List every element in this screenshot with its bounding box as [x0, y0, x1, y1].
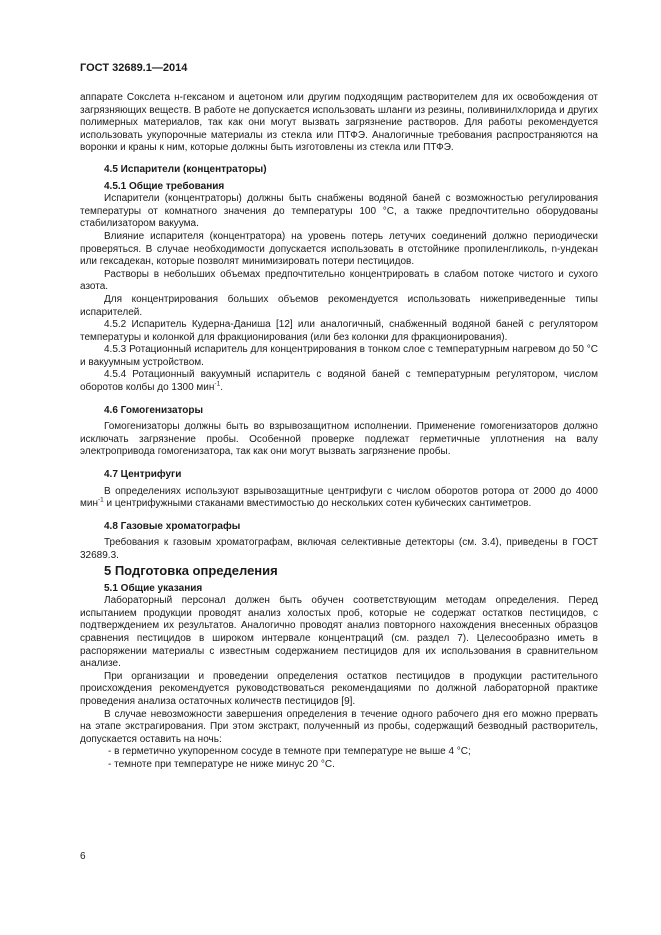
paragraph-4-5-3: 4.5.3 Ротационный испаритель для концентрирования в тонком слое с температурным нагревом до 50 °С и вакуумным устройством.: [80, 344, 598, 368]
heading-4-6: 4.6 Гомогенизаторы: [104, 404, 204, 416]
paragraph-4-5-4-end: .: [220, 382, 223, 394]
paragraph-4-5-1-a: Испарители (концентраторы) должны быть снабжены водяной баней с возможностью регулирования температуры от комнатного значения до температуры 100 °С, а также предпочтительно оборудованы стабилизатором вакуума.: [80, 193, 598, 230]
paragraph-4-5-1-c: Растворы в небольших объемах предпочтительно концентрировать в слабом потоке чистого и сухого азота.: [80, 268, 598, 293]
paragraph-5-1-a: Лабораторный персонал должен быть обучен соответствующим методам определения. Перед испытанием продукции проводят анализ холостых проб, которые не содержат остатков пестицидов, с подтверждением их результатов. Аналогично проводят анализ повторного нахождения внесенных образцов сравнения пестицидов в широком интервале концентраций (см. раздел 7). Целесообразно иметь в распоряжении материалы с известным содержанием пестицидов для их использования в сравнительном анализе.: [80, 595, 598, 670]
storage-list: [80, 746, 598, 771]
paragraph-4-5-2: 4.5.2 Испаритель Кудерна-Даниша [12] или аналогичный, снабженный водяной баней с регулятором температуры и колонкой для фракционирования (или без колонки для фракционирования).: [80, 319, 598, 343]
paragraph-4-7-text-b: и центрифужными стаканами вместимостью до нескольких сотен кубических сантиметров.: [103, 498, 532, 510]
heading-section-5: 5 Подготовка определения: [104, 562, 278, 578]
paragraph-5-1-b: При организации и проведении определения остатков пестицидов в продукции растительного происхождения рекомендуется руководствоваться рекомендациями по должной лабораторной практике проведения анализа остаточных количеств пестицидов [9].: [80, 670, 598, 707]
page-content: [80, 92, 598, 772]
paragraph-4-5-4-text: 4.5.4 Ротационный вакуумный испаритель с водяной баней с температурным регулятором, числом оборотов колбы до 1300 мин: [80, 369, 598, 394]
heading-4-8: 4.8 Газовые хроматографы: [104, 520, 241, 532]
heading-4-5: 4.5 Испарители (концентраторы): [104, 163, 267, 175]
paragraph-4-5-4-superscript: -1: [214, 380, 221, 388]
list-item: - темноте при температуре не ниже минус 20 °С.: [108, 758, 335, 770]
paragraph-5-1-c: В случае невозможности завершения определения в течение одного рабочего дня его можно прервать на этапе экстрагирования. При этом экстракт, полученный из пробы, содержащий безводный растворитель, допускается оставить на ночь:: [80, 708, 598, 745]
list-item: - в герметично укупоренном сосуде в темноте при температуре не выше 4 °С;: [108, 746, 471, 758]
paragraph-4-5-4: [80, 369, 598, 394]
heading-4-5-1: 4.5.1 Общие требования: [104, 180, 225, 192]
paragraph-4-7-text-a: В определениях используют взрывозащитные центрифуги с числом оборотов ротора от 2000 до 4000 мин: [80, 485, 598, 510]
paragraph-4-6: Гомогенизаторы должны быть во взрывозащитном исполнении. Применение гомогенизаторов должно исключать загрязнение пробы. Особенной проверке подлежат герметичные уплотнения на валу электропривода гомогенизатора, так как они могут вызвать загрязнение пробы.: [80, 421, 598, 458]
paragraph-4-8: Требования к газовым хроматографам, включая селективные детекторы (см. 3.4), приведены в ГОСТ 32689.3.: [80, 537, 598, 561]
standard-header: ГОСТ 32689.1—2014: [80, 62, 188, 74]
paragraph-soxhlet: аппарате Сокслета н-гексаном и ацетоном или другим подходящим растворителем для их освобождения от загрязняющих веществ. В работе не допускается использовать шланги из резины, поливинилхлорида и других полимерных материалов, так как они могут вызвать загрязнение растворов. Для работы рекомендуется использовать укупорочные материалы из стекла или ПТФЭ. Аналогичные требования распространяются на воронки и краны к ним, которые должны быть изготовлены из стекла или ПТФЭ.: [80, 92, 598, 154]
paragraph-4-7: [80, 486, 598, 511]
page-number: 6: [80, 851, 86, 862]
heading-5-1: 5.1 Общие указания: [104, 582, 203, 594]
heading-4-7: 4.7 Центрифуги: [104, 469, 182, 481]
paragraph-4-5-1-b: Влияние испарителя (концентратора) на уровень потерь летучих соединений должно периодически проверяться. В случае необходимости допускается использовать в отстойнике пропиленгликоль, n-ундекан или гексадекан, которые позволят минимизировать потери пестицидов.: [80, 230, 598, 268]
paragraph-4-7-superscript: -1: [97, 496, 104, 504]
paragraph-4-5-1-d: Для концентрирования больших объемов рекомендуется использовать нижеприведенные типы испарителей.: [80, 293, 598, 318]
